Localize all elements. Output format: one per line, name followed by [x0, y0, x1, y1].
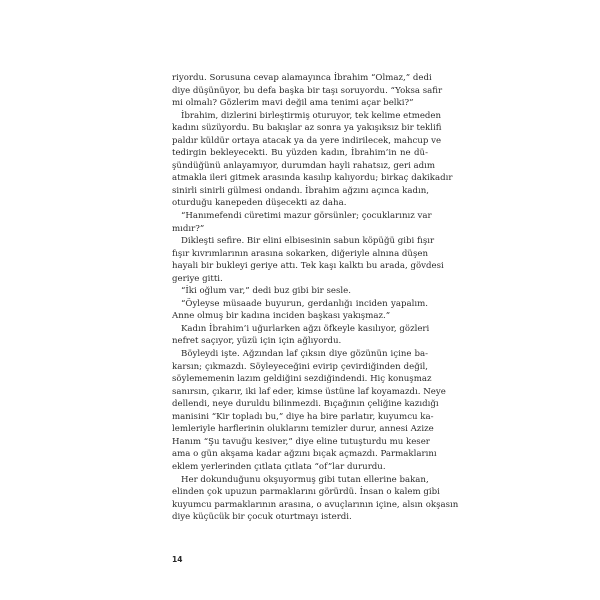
text-line: paldır küldür ortaya atacak ya da yere indirilecek, mahcup ve: [172, 135, 442, 146]
text-line: elinden çok upuzun parmaklarını görürdü. İnsan o kalem gibi: [172, 487, 440, 498]
text-line: Anne olmuş bir kadına inciden başkası yakışmaz.”: [172, 311, 391, 322]
text-line: “İki oğlum var,” dedi buz gibi bir sesle.: [181, 286, 351, 297]
text-line: sinirli sinirli gülmesi ondandı. İbrahim ağzını açınca kadın,: [172, 185, 429, 196]
paragraph: [172, 235, 444, 285]
text-line: atmakla ileri gitmek arasında kasılıp kalıyordu; birkaç dakikadır: [172, 173, 453, 184]
text-line: Böyleydi işte. Ağzından laf çıksın diye gözünün içine ba-: [181, 349, 428, 360]
text-line: diye düşünüyor, bu defa başka bir taşı soruyordu. “Yoksa safir: [172, 85, 443, 96]
text-line: “Öyleyse müsaade buyurun, gerdanlığı inciden yapalım.: [181, 298, 428, 309]
body-text: [172, 72, 459, 524]
paragraph: [172, 348, 446, 473]
text-line: manisini “Kir topladı bu,” diye ha bire parlatır, kuyumcu ka-: [172, 411, 434, 422]
text-line: mi olmalı? Gözlerim mavi değil ama tenimi açar belki?”: [172, 98, 414, 109]
paragraph: [172, 298, 428, 323]
text-line: fışır kıvrımlarının arasına sokarken, diğeriyle alnına düşen: [172, 248, 428, 259]
paragraph: [172, 323, 428, 348]
text-line: hayali bir bukleyi geriye attı. Tek kaşı kalktı bu arada, gövdesi: [172, 261, 444, 272]
text-line: geriye gitti.: [172, 273, 223, 284]
text-line: Hanım “Şu tavuğu kesiver,” diye eline tutuşturdu mu keser: [172, 436, 430, 447]
text-line: söylememenin lazım geldiğini sezdiğindendi. Hiç konuşmaz: [172, 374, 432, 385]
text-line: nefret saçıyor, yüzü için için ağlıyordu.: [172, 336, 342, 347]
text-line: karsın; çıkmazdı. Söyleyeceğini evirip çevirdiğinden değil,: [172, 361, 428, 372]
paragraph: [172, 285, 428, 298]
paragraph: [172, 72, 443, 110]
text-line: ama o gün akşama kadar ağzını bıçak açmazdı. Parmaklarını: [172, 449, 437, 460]
text-line: kadını süzüyordu. Bu bakışlar az sonra ya yakışıksız bir teklifi: [172, 123, 442, 134]
text-line: eklem yerlerinden çıtlata çıtlata “of”lar dururdu.: [172, 461, 386, 472]
text-line: sanırsın, çıkarır, iki laf eder, kimse üstüne laf koyamazdı. Neye: [172, 386, 446, 397]
text-line: kuyumcu parmaklarının arasına, o avuçlarının içine, alsın okşasın: [172, 499, 459, 510]
text-line: dellendi, neye duruldu bilinmezdi. Bıçağının çeliğine kazıdığı: [172, 399, 439, 410]
text-line: oturduğu kanepeden düşecekti az daha.: [172, 198, 347, 209]
text-line: mıdır?”: [172, 223, 205, 234]
text-line: İbrahim, dizlerini birleştirmiş oturuyor, tek kelime etmeden: [181, 110, 442, 121]
text-line: “Hanımefendi cüretimi mazur görsünler; çocuklarınız var: [181, 211, 432, 222]
text-line: Her dokunduğunu okşuyormuş gibi tutan ellerine bakan,: [181, 474, 429, 485]
text-line: tedirgin bekleyecekti. Bu yüzden kadın, İbrahim’in ne dü-: [172, 148, 428, 159]
text-line: lemleriyle harflerinin oluklarını temizler durur, annesi Azize: [172, 424, 434, 435]
paragraph: [172, 210, 432, 235]
text-line: riyordu. Sorusuna cevap alamayınca İbrahim “Olmaz,” dedi: [172, 73, 432, 83]
text-line: diye küçücük bir çocuk oturtmayı isterdi.: [172, 512, 352, 523]
page-number: 14: [172, 555, 183, 564]
text-line: şündüğünü anlayamıyor, durumdan hayli rahatsız, geri adım: [172, 160, 436, 171]
text-line: Kadın İbrahim’i uğurlarken ağzı öfkeyle kasılıyor, gözleri: [181, 323, 430, 334]
paragraph: [172, 474, 459, 524]
paragraph: [172, 110, 453, 210]
text-line: Dikleşti sefire. Bir elini elbisesinin sabun köpüğü gibi fışır: [181, 236, 435, 247]
